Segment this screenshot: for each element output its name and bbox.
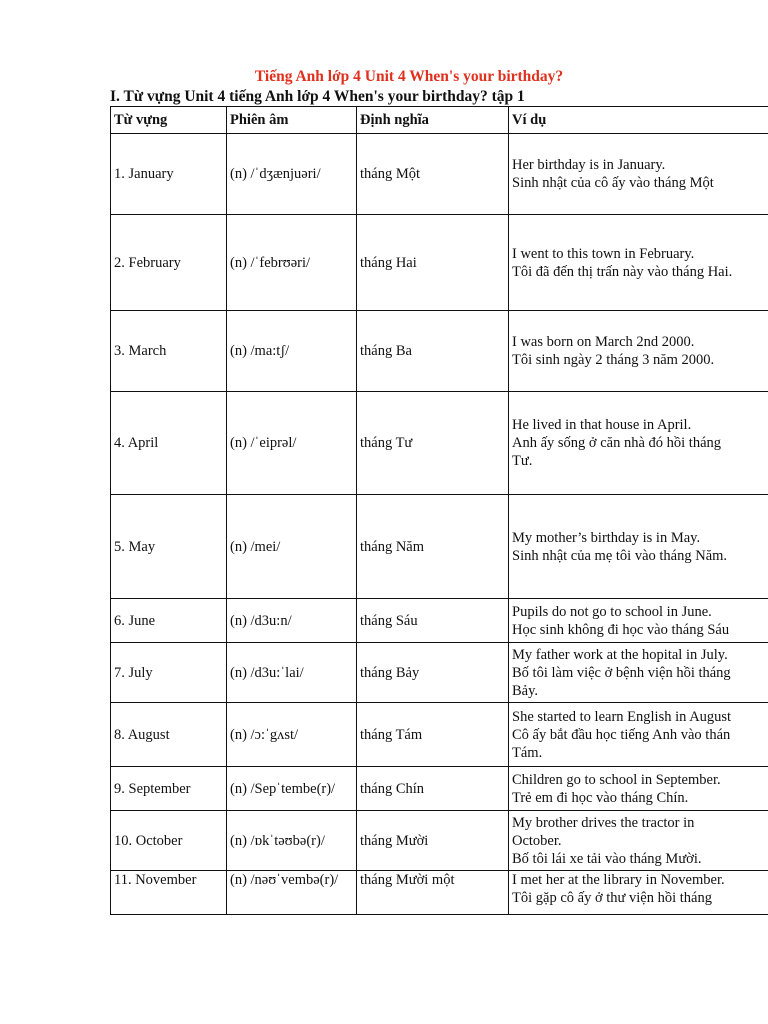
example-line: Children go to school in September.: [512, 771, 721, 788]
example-line: Tôi gặp cô ấy ở thư viện hồi tháng: [512, 890, 712, 906]
header-meaning: Định nghĩa: [357, 107, 509, 134]
table-row: [111, 134, 768, 215]
vocab-word: 1. January: [111, 134, 227, 215]
table-header-row: [111, 107, 768, 134]
example-line: Her birthday is in January.: [512, 157, 666, 173]
example-cell: [509, 134, 768, 215]
example-cell: [509, 599, 768, 643]
meaning: tháng Sáu: [357, 599, 509, 643]
example-cell: [509, 767, 768, 811]
vocab-word: 7. July: [111, 643, 227, 703]
header-example: Ví dụ: [509, 107, 768, 134]
vocab-word: 11. November: [111, 871, 227, 915]
example-cell: [509, 871, 768, 915]
meaning: tháng Một: [357, 134, 509, 215]
meaning: tháng Hai: [357, 215, 509, 311]
meaning: tháng Năm: [357, 495, 509, 599]
example-line: Tôi đã đến thị trấn này vào tháng Hai.: [512, 263, 733, 280]
vocab-word: 4. April: [111, 392, 227, 495]
meaning: tháng Ba: [357, 311, 509, 392]
example-line: Cô ấy bắt đầu học tiếng Anh vào thán: [512, 726, 731, 743]
phonetic: (n) /Sepˈtembe(r)/: [227, 767, 357, 811]
document-title: Tiếng Anh lớp 4 Unit 4 When's your birthday?: [254, 68, 564, 85]
phonetic: (n) /d3u:n/: [227, 599, 357, 643]
example-line: Anh ấy sống ở căn nhà đó hồi tháng: [512, 435, 722, 451]
meaning: tháng Bảy: [357, 643, 509, 703]
vocabulary-table: [110, 106, 768, 915]
example-cell: [509, 703, 768, 767]
vocab-word: 5. May: [111, 495, 227, 599]
example-line: Học sinh không đi học vào tháng Sáu: [512, 621, 730, 638]
example-line: I was born on March 2nd 2000.: [512, 334, 695, 350]
example-line: Sinh nhật của mẹ tôi vào tháng Năm.: [512, 547, 728, 564]
phonetic: (n) /nəʊˈvembə(r)/: [227, 871, 357, 915]
example-line: I went to this town in February.: [512, 245, 695, 262]
phonetic: (n) /d3u:ˈlai/: [227, 643, 357, 703]
example-cell: [509, 215, 768, 311]
example-line: October.: [512, 832, 562, 849]
example-line: I met her at the library in November.: [512, 872, 725, 888]
table-row: [111, 495, 768, 599]
example-line: Pupils do not go to school in June.: [512, 603, 712, 620]
phonetic: (n) /ˈeiprəl/: [227, 392, 357, 495]
table-row: [111, 215, 768, 311]
example-line: Tôi sinh ngày 2 tháng 3 năm 2000.: [512, 352, 715, 368]
phonetic: (n) /ˈdʒænjuəri/: [227, 134, 357, 215]
example-cell: [509, 392, 768, 495]
table-row: [111, 871, 768, 915]
meaning: tháng Tám: [357, 703, 509, 767]
example-line: Sinh nhật của cô ấy vào tháng Một: [512, 175, 714, 191]
example-line: My father work at the hopital in July.: [512, 646, 728, 663]
example-line: My mother’s birthday is in May.: [512, 529, 701, 546]
header-phonetic: Phiên âm: [227, 107, 357, 134]
table-row: [111, 811, 768, 871]
example-line: Trẻ em đi học vào tháng Chín.: [512, 789, 689, 806]
meaning: tháng Mười: [357, 811, 509, 871]
phonetic: (n) /ɒkˈtəʊbə(r)/: [227, 811, 357, 871]
table-row: [111, 311, 768, 392]
vocab-word: 3. March: [111, 311, 227, 392]
phonetic: (n) /ˈfebrʊəri/: [227, 215, 357, 311]
table-row: [111, 599, 768, 643]
example-line: Bố tôi làm việc ở bệnh viện hồi tháng: [512, 664, 731, 681]
example-line: My brother drives the tractor in: [512, 814, 695, 831]
table-row: [111, 767, 768, 811]
example-line: Tư.: [512, 453, 533, 469]
example-line: He lived in that house in April.: [512, 417, 692, 433]
example-cell: [509, 495, 768, 599]
example-line: Bố tôi lái xe tải vào tháng Mười.: [512, 850, 702, 867]
phonetic: (n) /ma:tʃ/: [227, 311, 357, 392]
example-line: She started to learn English in August: [512, 708, 732, 725]
section-heading: I. Từ vựng Unit 4 tiếng Anh lớp 4 When's your birthday? tập 1: [110, 88, 525, 105]
table-row: [111, 392, 768, 495]
vocab-word: 9. September: [111, 767, 227, 811]
vocab-word: 8. August: [111, 703, 227, 767]
vocab-word: 10. October: [111, 811, 227, 871]
example-cell: [509, 643, 768, 703]
meaning: tháng Tư: [357, 392, 509, 495]
example-line: Tám.: [512, 744, 543, 761]
meaning: tháng Mười một: [357, 871, 509, 915]
vocab-word: 2. February: [111, 215, 227, 311]
meaning: tháng Chín: [357, 767, 509, 811]
example-cell: [509, 311, 768, 392]
phonetic: (n) /mei/: [227, 495, 357, 599]
vocab-word: 6. June: [111, 599, 227, 643]
header-word: Từ vựng: [111, 107, 227, 134]
example-line: Bảy.: [512, 682, 539, 699]
example-cell: [509, 811, 768, 871]
phonetic: (n) /ɔ:ˈgʌst/: [227, 703, 357, 767]
table-row: [111, 703, 768, 767]
table-row: [111, 643, 768, 703]
